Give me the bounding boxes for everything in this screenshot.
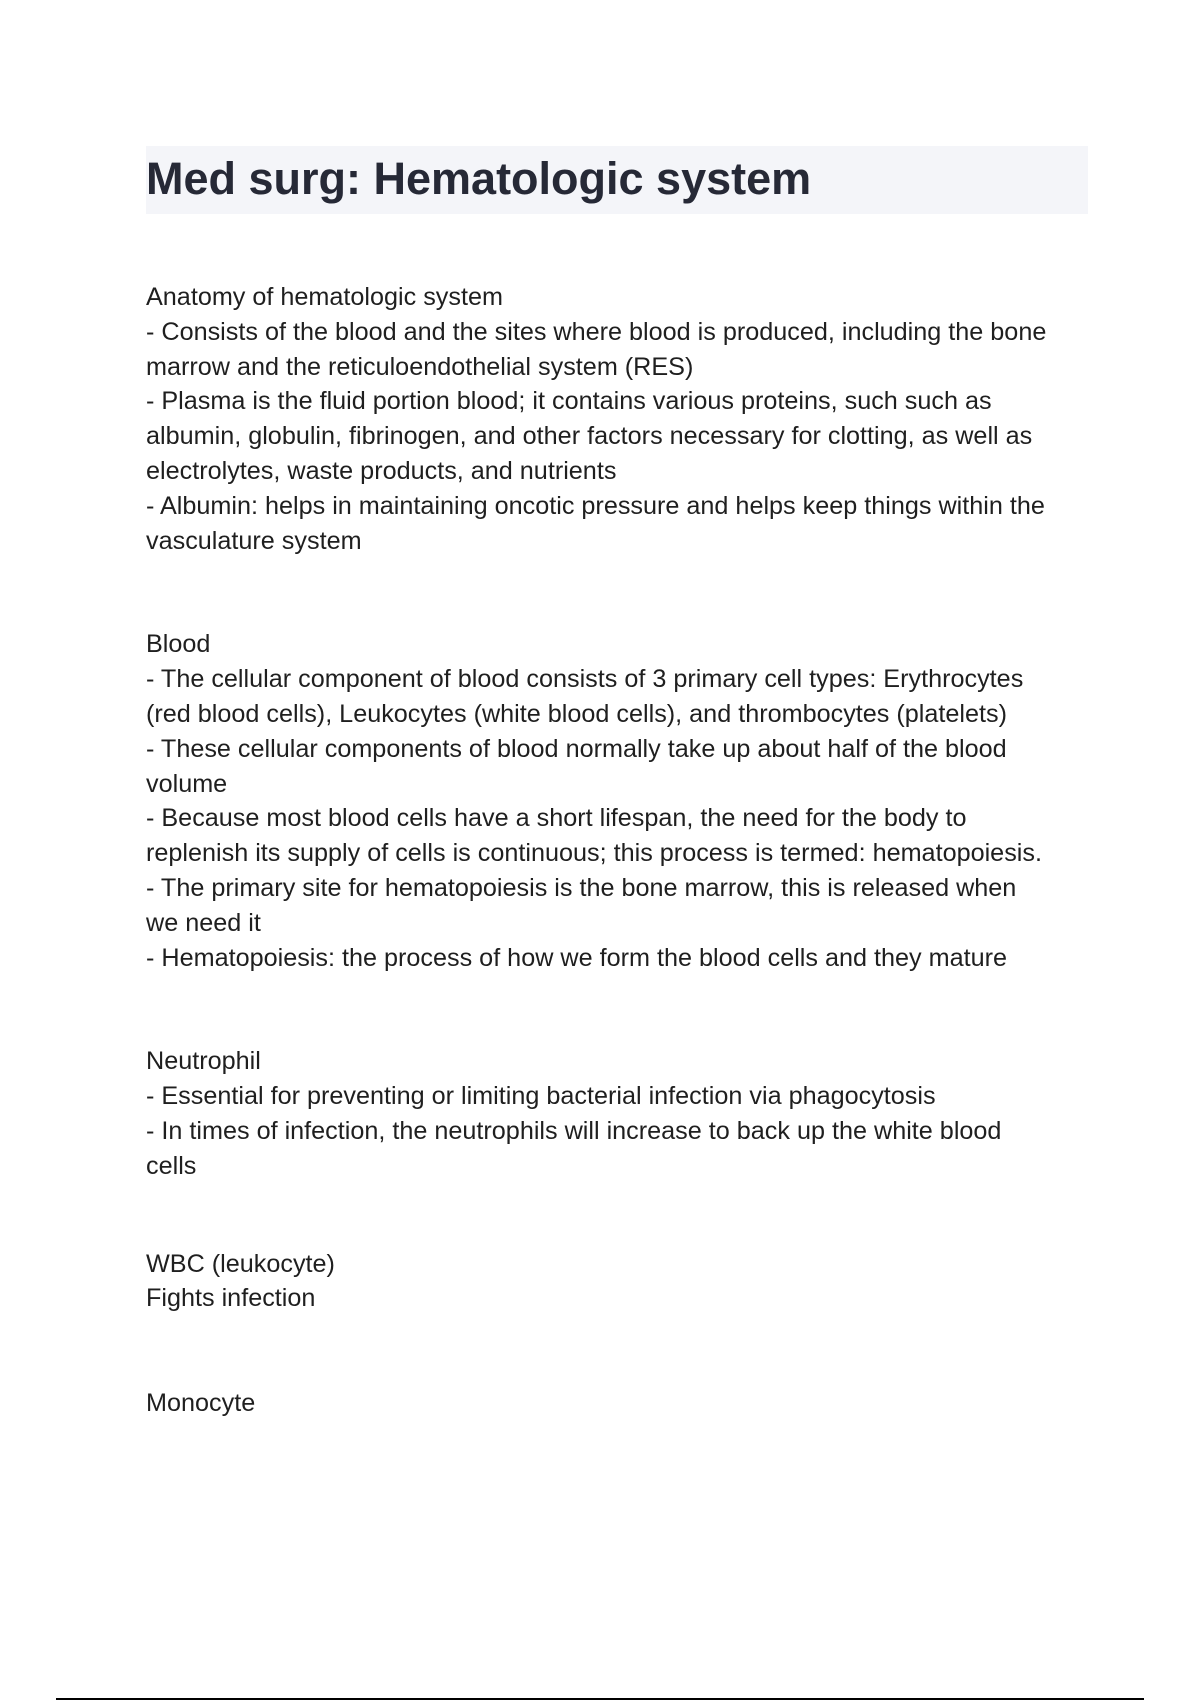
text-line: - The primary site for hematopoiesis is the bone marrow, this is released when — [146, 873, 1017, 902]
section-heading: WBC (leukocyte) — [146, 1249, 335, 1278]
section-wbc — [146, 1247, 1096, 1317]
text-line: - Plasma is the fluid portion blood; it contains various proteins, such such as — [146, 387, 992, 416]
section-heading: Monocyte — [146, 1389, 256, 1418]
text-line: marrow and the reticuloendothelial system (RES) — [146, 352, 694, 381]
text-line: cells — [146, 1151, 197, 1180]
text-line: - Albumin: helps in maintaining oncotic pressure and helps keep things within the — [146, 491, 1045, 520]
page-title: Med surg: Hematologic system — [146, 153, 812, 204]
text-line: - Essential for preventing or limiting bacterial infection via phagocytosis — [146, 1082, 936, 1111]
text-line: - Consists of the blood and the sites where blood is produced, including the bone — [146, 317, 1047, 346]
section-heading: Neutrophil — [146, 1047, 261, 1076]
section-spacer — [146, 1184, 1096, 1247]
text-line: vasculature system — [146, 526, 362, 555]
text-line: - Because most blood cells have a short lifespan, the need for the body to — [146, 804, 967, 833]
text-line: - These cellular components of blood normally take up about half of the blood — [146, 734, 1007, 763]
text-line: - Hematopoiesis: the process of how we form the blood cells and they mature — [146, 943, 1007, 972]
text-line: - The cellular component of blood consists of 3 primary cell types: Erythrocytes — [146, 665, 1024, 694]
section-spacer — [146, 975, 1096, 1044]
section-spacer — [146, 558, 1096, 627]
text-line: replenish its supply of cells is continuous; this process is termed: hematopoiesis. — [146, 839, 1042, 868]
section-heading: Blood — [146, 630, 211, 659]
section-spacer — [146, 1316, 1096, 1386]
section-heading: Anatomy of hematologic system — [146, 283, 503, 311]
section-blood — [146, 627, 1096, 975]
text-line: (red blood cells), Leukocytes (white blood cells), and thrombocytes (platelets) — [146, 699, 1007, 728]
text-line: albumin, globulin, fibrinogen, and other factors necessary for clotting, as well as — [146, 422, 1033, 451]
text-line: - In times of infection, the neutrophils will increase to back up the white blood — [146, 1116, 1002, 1145]
text-line: Fights infection — [146, 1284, 316, 1313]
title-banner — [146, 146, 1088, 214]
section-anatomy — [146, 280, 1096, 558]
text-line: we need it — [146, 908, 261, 937]
text-line: volume — [146, 769, 228, 798]
section-neutrophil — [146, 1044, 1096, 1183]
text-line: electrolytes, waste products, and nutrients — [146, 456, 617, 485]
document-body — [146, 280, 1096, 1421]
section-monocyte — [146, 1386, 1096, 1421]
